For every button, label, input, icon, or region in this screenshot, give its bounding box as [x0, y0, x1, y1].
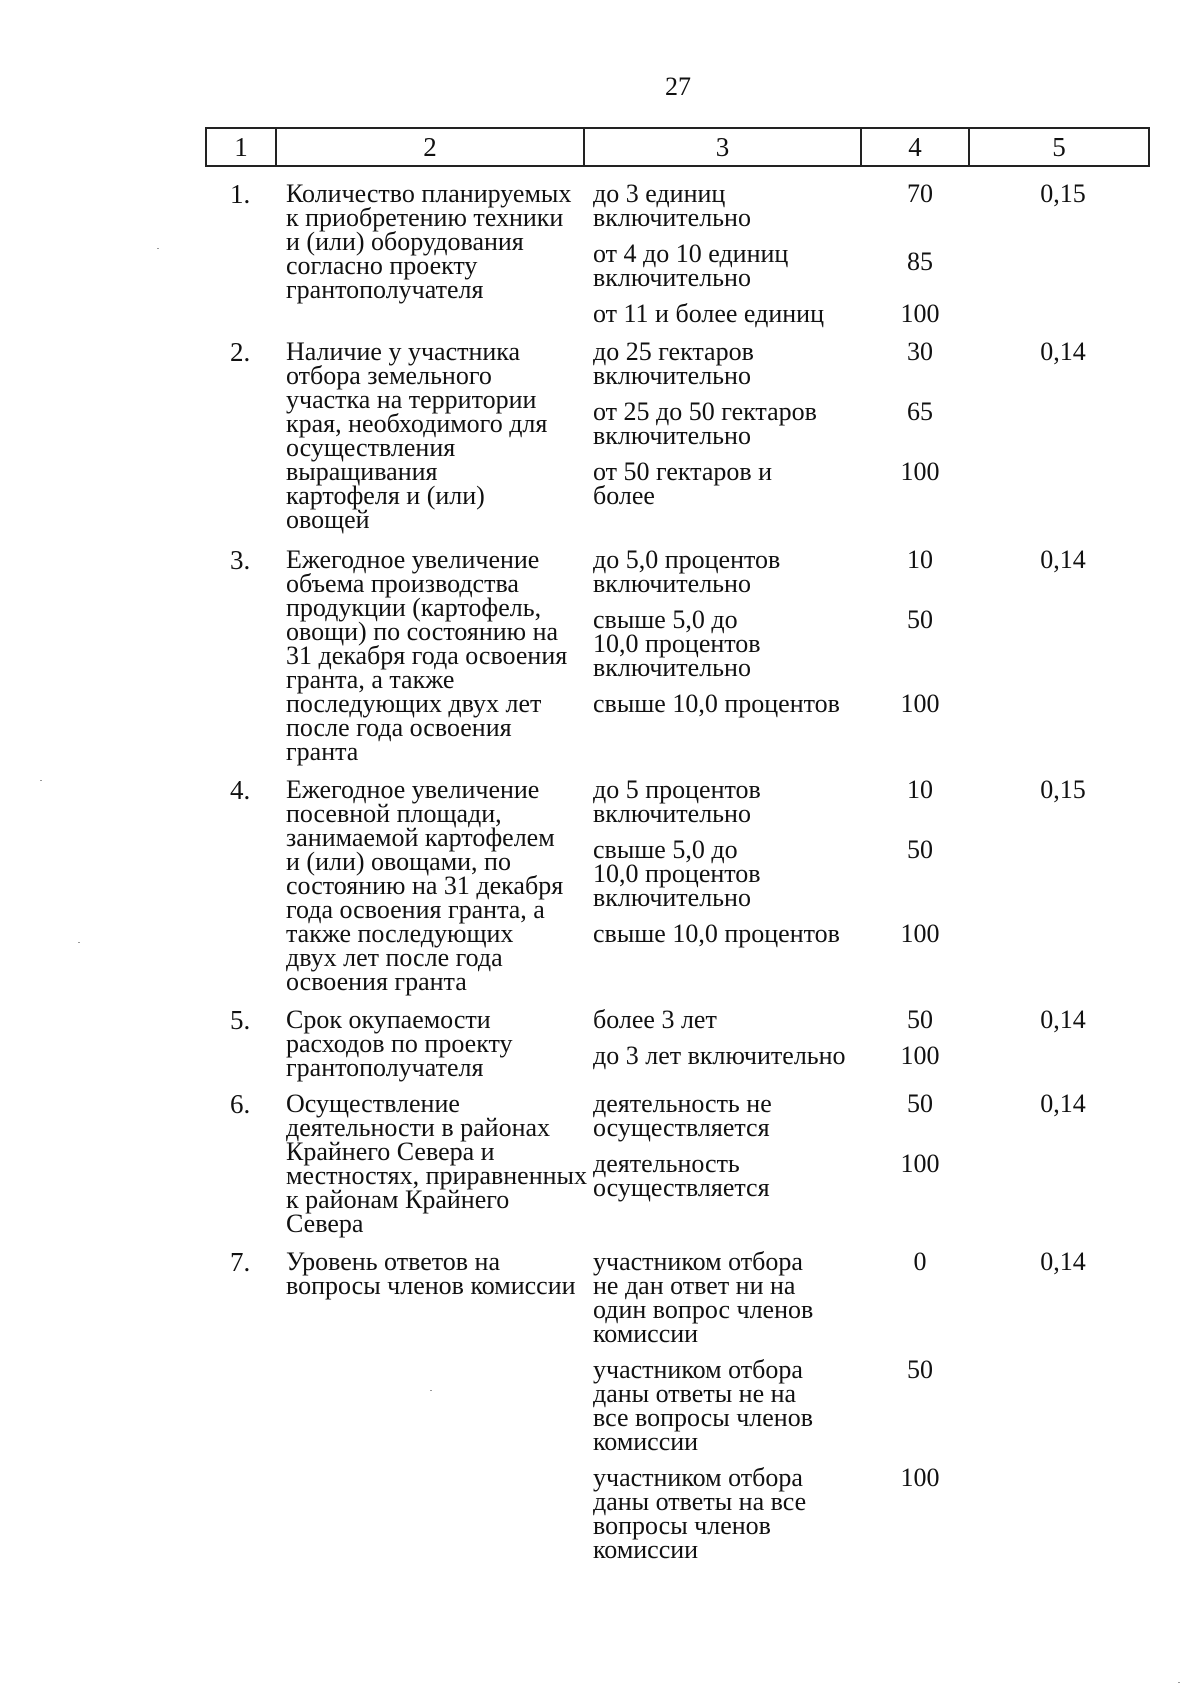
option-text: от 4 до 10 единиц включительно	[593, 239, 789, 292]
score-value: 50	[907, 1355, 933, 1384]
header-col-1: 1	[234, 131, 248, 162]
page-number: 27	[665, 72, 691, 101]
table-header	[205, 127, 1150, 167]
row-number: 7.	[230, 1247, 251, 1277]
criterion-text: Количество планируемых к приобретению техники и (или) оборудования согласно проекту грантополучателя	[286, 179, 572, 304]
criterion-text: Срок окупаемости расходов по проекту грантополучателя	[286, 1005, 513, 1082]
weight-value: 0,14	[1040, 545, 1086, 574]
option-text: деятельность не осуществляется	[593, 1089, 772, 1142]
scan-speck	[1178, 1682, 1180, 1683]
scan-speck	[430, 1390, 432, 1391]
option-text: участником отбора даны ответы на все вопросы членов комиссии	[593, 1463, 807, 1564]
row-number: 5.	[230, 1005, 251, 1035]
criterion-text: Ежегодное увеличение посевной площади, занимаемой картофелем и (или) овощами, по состоянию на 31 декабря года освоения гранта, а также последующих двух лет после года освоения гранта	[286, 775, 564, 996]
score-value: 100	[900, 919, 940, 948]
option-text: от 25 до 50 гектаров включительно	[593, 397, 817, 450]
criterion-text: Наличие у участника отбора земельного участка на территории края, необходимого для осуществления выращивания картофеля и (или) овощей	[286, 337, 548, 534]
score-value: 10	[907, 775, 933, 804]
score-value: 70	[907, 179, 933, 208]
weight-value: 0,14	[1040, 337, 1086, 366]
score-value: 100	[900, 1149, 940, 1178]
criterion-text: Ежегодное увеличение объема производства продукции (картофель, овощи) по состоянию на 31 декабря года освоения гранта, а также последующих двух лет после года освоения гранта	[286, 545, 568, 766]
score-value: 30	[907, 337, 933, 366]
row-number: 2.	[230, 337, 251, 367]
option-text: свыше 5,0 до 10,0 процентов включительно	[593, 605, 761, 682]
score-value: 65	[907, 397, 933, 426]
header-col-3: 3	[583, 129, 860, 165]
weight-value: 0,15	[1040, 775, 1086, 804]
row-number: 4.	[230, 775, 251, 805]
option-text: более 3 лет	[593, 1005, 717, 1034]
scan-speck	[78, 942, 80, 943]
score-value: 50	[907, 605, 933, 634]
score-value: 50	[907, 1089, 933, 1118]
score-value: 100	[900, 1041, 940, 1070]
score-value: 50	[907, 835, 933, 864]
score-value: 50	[907, 1005, 933, 1034]
score-value: 85	[907, 247, 933, 276]
weight-value: 0,14	[1040, 1005, 1086, 1034]
option-text: участником отбора даны ответы не на все вопросы членов комиссии	[593, 1355, 813, 1456]
row-number: 6.	[230, 1089, 251, 1119]
option-text: свыше 5,0 до 10,0 процентов включительно	[593, 835, 761, 912]
score-value: 100	[900, 457, 940, 486]
header-col-4: 4	[860, 129, 968, 165]
weight-value: 0,14	[1040, 1089, 1086, 1118]
option-text: от 50 гектаров и более	[593, 457, 773, 510]
criterion-text: Осуществление деятельности в районах Крайнего Севера и местностях, приравненных к районам Крайнего Севера	[286, 1089, 588, 1238]
score-value: 10	[907, 545, 933, 574]
score-value: 100	[900, 689, 940, 718]
option-text: от 11 и более единиц	[593, 299, 824, 328]
header-col-2: 2	[275, 129, 583, 165]
option-text: до 3 лет включительно	[593, 1041, 846, 1070]
option-text: до 25 гектаров включительно	[593, 337, 754, 390]
score-value: 0	[913, 1247, 927, 1276]
option-text: до 3 единиц включительно	[593, 179, 751, 232]
weight-value: 0,15	[1040, 179, 1086, 208]
row-number: 3.	[230, 545, 251, 575]
header-col-5: 5	[968, 129, 1148, 165]
option-text: участником отбора не дан ответ ни на один вопрос членов комиссии	[593, 1247, 814, 1348]
weight-value: 0,14	[1040, 1247, 1086, 1276]
option-text: деятельность осуществляется	[593, 1149, 770, 1202]
option-text: до 5,0 процентов включительно	[593, 545, 781, 598]
row-number: 1.	[230, 179, 251, 209]
option-text: свыше 10,0 процентов	[593, 919, 840, 948]
scan-speck	[157, 248, 159, 249]
score-value: 100	[900, 1463, 940, 1492]
score-value: 100	[900, 299, 940, 328]
option-text: до 5 процентов включительно	[593, 775, 761, 828]
scan-speck	[40, 780, 42, 781]
option-text: свыше 10,0 процентов	[593, 689, 840, 718]
criterion-text: Уровень ответов на вопросы членов комиссии	[286, 1247, 576, 1300]
